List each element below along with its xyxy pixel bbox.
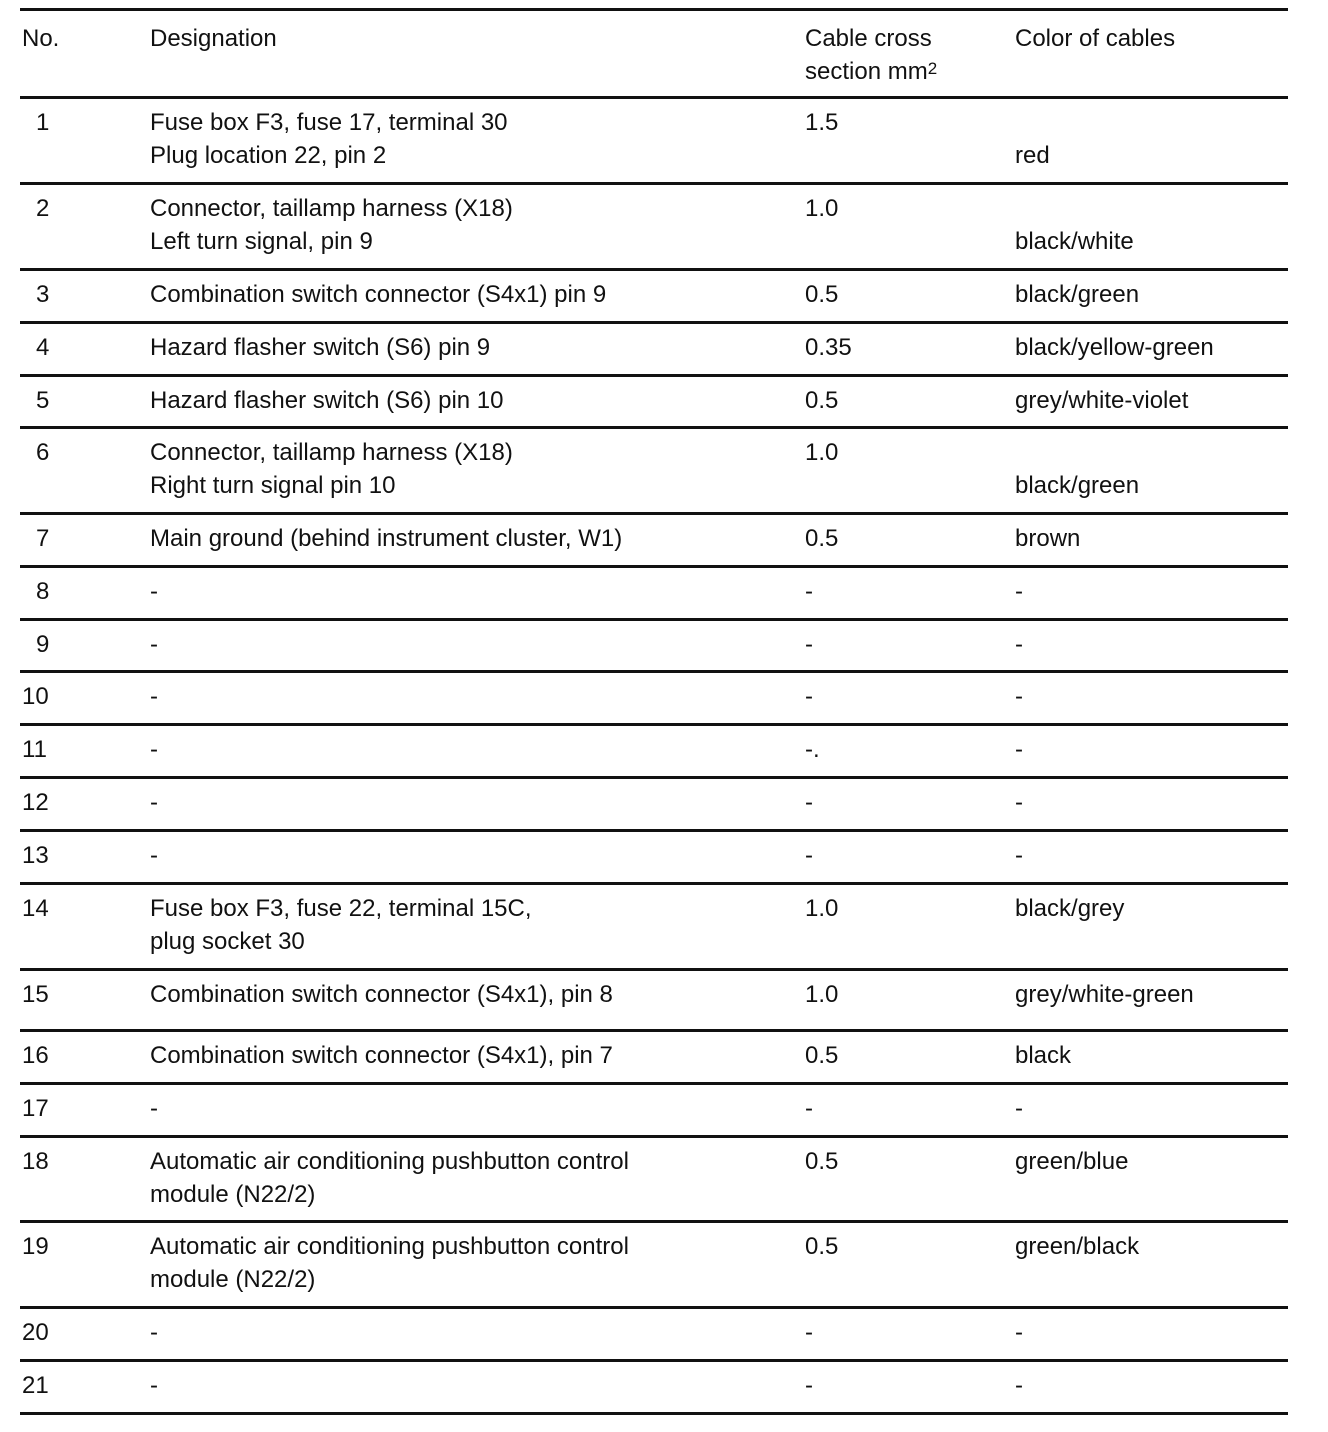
designation-line: Left turn signal, pin 9 (150, 228, 373, 255)
designation-line: - (150, 1372, 158, 1399)
row-designation (150, 436, 790, 502)
designation-line: - (150, 736, 158, 763)
row-cross-section: 0.35 (805, 334, 852, 361)
row-rule (20, 565, 1288, 568)
designation-line: plug socket 30 (150, 928, 305, 955)
row-rule (20, 268, 1288, 271)
designation-line: - (150, 631, 158, 658)
designation-line: - (150, 842, 158, 869)
row-rule (20, 618, 1288, 621)
row-cable-color: - (1015, 631, 1023, 658)
row-designation (150, 522, 790, 555)
row-cross-section: 1.0 (805, 895, 839, 922)
row-number: 5 (36, 387, 50, 414)
header-cross-section (805, 22, 1005, 88)
designation-line: Plug location 22, pin 2 (150, 142, 387, 169)
row-rule (20, 426, 1288, 429)
row-cable-color: black/green (1015, 281, 1140, 308)
row-number: 12 (22, 789, 49, 816)
row-cable-color: grey/white-green (1015, 981, 1194, 1008)
row-number: 17 (22, 1095, 49, 1122)
row-cross-section: - (805, 578, 813, 605)
row-cross-section: - (805, 1372, 813, 1399)
row-cross-section: 0.5 (805, 387, 839, 414)
row-designation (150, 192, 790, 258)
designation-line: module (N22/2) (150, 1266, 316, 1293)
row-designation (150, 839, 790, 872)
designation-line: Automatic air conditioning pushbutton control (150, 1148, 629, 1175)
row-rule (20, 374, 1288, 377)
row-rule (20, 670, 1288, 673)
header-cross-section-line2 (805, 55, 1005, 88)
row-rule (20, 512, 1288, 515)
header-designation: Designation (150, 25, 277, 52)
row-designation (150, 733, 790, 766)
row-designation (150, 1092, 790, 1125)
designation-line: Connector, taillamp harness (X18) (150, 195, 513, 222)
row-cross-section: 1.0 (805, 981, 839, 1008)
row-cable-color: black/green (1015, 472, 1140, 499)
row-number: 13 (22, 842, 49, 869)
row-cross-section: 0.5 (805, 281, 839, 308)
row-cable-color: red (1015, 142, 1050, 169)
row-designation (150, 892, 790, 958)
row-designation (150, 628, 790, 661)
row-cross-section: 0.5 (805, 525, 839, 552)
designation-line: - (150, 789, 158, 816)
row-designation (150, 680, 790, 713)
row-cable-color: - (1015, 683, 1023, 710)
row-cross-section: - (805, 683, 813, 710)
row-number: 4 (36, 334, 50, 361)
row-designation (150, 331, 790, 364)
row-designation (150, 106, 790, 172)
row-designation (150, 978, 790, 1011)
row-designation (150, 1230, 790, 1296)
designation-line: Fuse box F3, fuse 22, terminal 15C, (150, 895, 532, 922)
row-cable-color: - (1015, 1319, 1023, 1346)
row-number: 18 (22, 1148, 49, 1175)
row-rule (20, 1220, 1288, 1223)
row-cross-section: - (805, 789, 813, 816)
row-cross-section: 0.5 (805, 1148, 839, 1175)
row-cross-section: - (805, 842, 813, 869)
row-number: 9 (36, 631, 50, 658)
row-cross-section: 1.0 (805, 195, 839, 222)
row-designation (150, 384, 790, 417)
row-designation (150, 575, 790, 608)
row-number: 20 (22, 1319, 49, 1346)
row-designation (150, 786, 790, 819)
row-cable-color: brown (1015, 525, 1081, 552)
row-rule (20, 1082, 1288, 1085)
row-number: 11 (22, 736, 47, 763)
designation-line: - (150, 1095, 158, 1122)
designation-line: Right turn signal pin 10 (150, 472, 396, 499)
row-rule (20, 1029, 1288, 1032)
row-number: 1 (36, 109, 50, 136)
row-number: 8 (36, 578, 50, 605)
designation-line: Combination switch connector (S4x1) pin 9 (150, 281, 607, 308)
designation-line: Combination switch connector (S4x1), pin 7 (150, 1042, 613, 1069)
row-cable-color: grey/white-violet (1015, 387, 1189, 414)
row-rule (20, 321, 1288, 324)
row-cross-section: - (805, 1095, 813, 1122)
row-cable-color: - (1015, 1372, 1023, 1399)
row-designation (150, 1145, 790, 1211)
row-number: 7 (36, 525, 50, 552)
row-rule (20, 1359, 1288, 1362)
row-cross-section: - (805, 631, 813, 658)
row-rule (20, 776, 1288, 779)
row-cross-section: 1.0 (805, 439, 839, 466)
row-rule (20, 1306, 1288, 1309)
row-cable-color: black (1015, 1042, 1072, 1069)
row-designation (150, 1369, 790, 1402)
row-rule (20, 723, 1288, 726)
row-rule (20, 968, 1288, 971)
header-cross-section-sup: 2 (927, 59, 938, 78)
row-rule (20, 182, 1288, 185)
table-top-rule (20, 8, 1288, 11)
row-number: 14 (22, 895, 49, 922)
designation-line: Automatic air conditioning pushbutton control (150, 1233, 629, 1260)
header-no: No. (22, 25, 60, 52)
row-cable-color: - (1015, 736, 1023, 763)
row-cross-section: 0.5 (805, 1233, 839, 1260)
designation-line: Hazard flasher switch (S6) pin 9 (150, 334, 491, 361)
row-cable-color: black/yellow-green (1015, 334, 1214, 361)
row-number: 2 (36, 195, 50, 222)
header-cross-section-unit: section mm (805, 58, 928, 85)
row-designation (150, 278, 790, 311)
row-rule (20, 829, 1288, 832)
row-cable-color: - (1015, 789, 1023, 816)
row-cable-color: green/blue (1015, 1148, 1129, 1175)
designation-line: - (150, 1319, 158, 1346)
row-cross-section: 0.5 (805, 1042, 839, 1069)
designation-line: Hazard flasher switch (S6) pin 10 (150, 387, 504, 414)
designation-line: Fuse box F3, fuse 17, terminal 30 (150, 109, 508, 136)
header-cross-section-line1: Cable cross (805, 25, 932, 52)
row-cable-color: - (1015, 1095, 1023, 1122)
designation-line: - (150, 683, 158, 710)
row-number: 3 (36, 281, 50, 308)
row-rule (20, 882, 1288, 885)
designation-line: Main ground (behind instrument cluster, W1) (150, 525, 623, 552)
row-number: 10 (22, 683, 49, 710)
row-cable-color: - (1015, 578, 1023, 605)
row-number: 15 (22, 981, 49, 1008)
designation-line: Connector, taillamp harness (X18) (150, 439, 513, 466)
row-designation (150, 1039, 790, 1072)
designation-line: - (150, 578, 158, 605)
row-rule (20, 96, 1288, 99)
row-cable-color: black/white (1015, 228, 1134, 255)
row-cable-color: green/black (1015, 1233, 1140, 1260)
row-number: 21 (22, 1372, 49, 1399)
row-cable-color: black/grey (1015, 895, 1125, 922)
designation-line: module (N22/2) (150, 1181, 316, 1208)
row-number: 6 (36, 439, 50, 466)
designation-line: Combination switch connector (S4x1), pin 8 (150, 981, 613, 1008)
header-color: Color of cables (1015, 25, 1176, 52)
row-rule (20, 1135, 1288, 1138)
row-cross-section: 1.5 (805, 109, 839, 136)
row-number: 16 (22, 1042, 49, 1069)
row-designation (150, 1316, 790, 1349)
row-cross-section: -. (805, 736, 820, 763)
row-cross-section: - (805, 1319, 813, 1346)
row-cable-color: - (1015, 842, 1023, 869)
row-number: 19 (22, 1233, 49, 1260)
row-rule (20, 1412, 1288, 1415)
